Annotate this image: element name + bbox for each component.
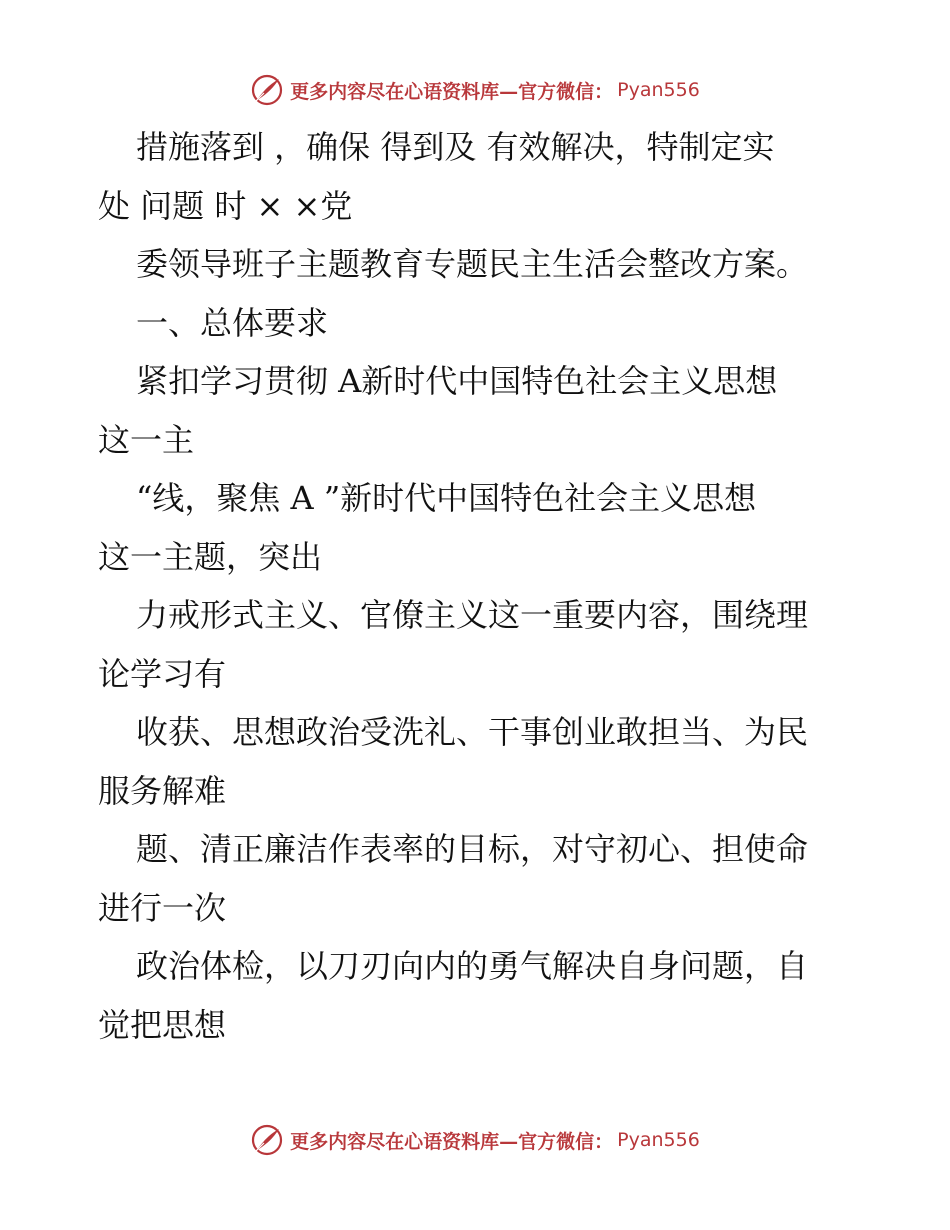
text-line: 措施落到 ，确保 得到及 有效解决，特制定实 [136, 128, 775, 166]
text-line: 这一主 [98, 420, 195, 459]
text-line: 委领导班子主题教育专题民主生活会整改方案。 [136, 245, 809, 283]
text-line: 力戒形式主义、官僚主义这一重要内容，围绕理 [136, 596, 809, 634]
watermark-text: 更多内容尽在心语资料库—官方微信： [290, 1130, 614, 1153]
header-watermark [0, 70, 950, 110]
text-line: 政治体检，以刀刃向内的勇气解决自身问题，自 [136, 947, 809, 985]
feather-pen-logo-icon [250, 73, 284, 107]
text-line: 紧扣学习贯彻 A新时代中国特色社会主义思想 [136, 362, 778, 400]
text-line: 题、清正廉洁作表率的目标，对守初心、担使命 [136, 830, 809, 868]
feather-pen-logo-icon [250, 1123, 284, 1157]
text-line: 进行一次 [98, 888, 227, 927]
text-line: 收获、思想政治受洗礼、干事创业敢担当、为民 [136, 713, 809, 751]
watermark-text: 更多内容尽在心语资料库—官方微信： [290, 80, 614, 103]
text-line: 服务解难 [98, 771, 227, 810]
footer-watermark [0, 1120, 950, 1160]
text-line: 觉把思想 [98, 1005, 227, 1044]
section-heading: 一、总体要求 [136, 303, 329, 342]
watermark-contact: Pyan556 [617, 1129, 700, 1151]
text-line: “线，聚焦 A ”新时代中国特色社会主义思想 [136, 479, 757, 517]
watermark-contact: Pyan556 [617, 79, 700, 101]
text-line: 这一主题，突出 [98, 537, 323, 576]
text-line: 论学习有 [98, 654, 227, 693]
body-text [98, 118, 878, 1054]
text-line: 处 问题 时 × ×党 [98, 186, 353, 225]
